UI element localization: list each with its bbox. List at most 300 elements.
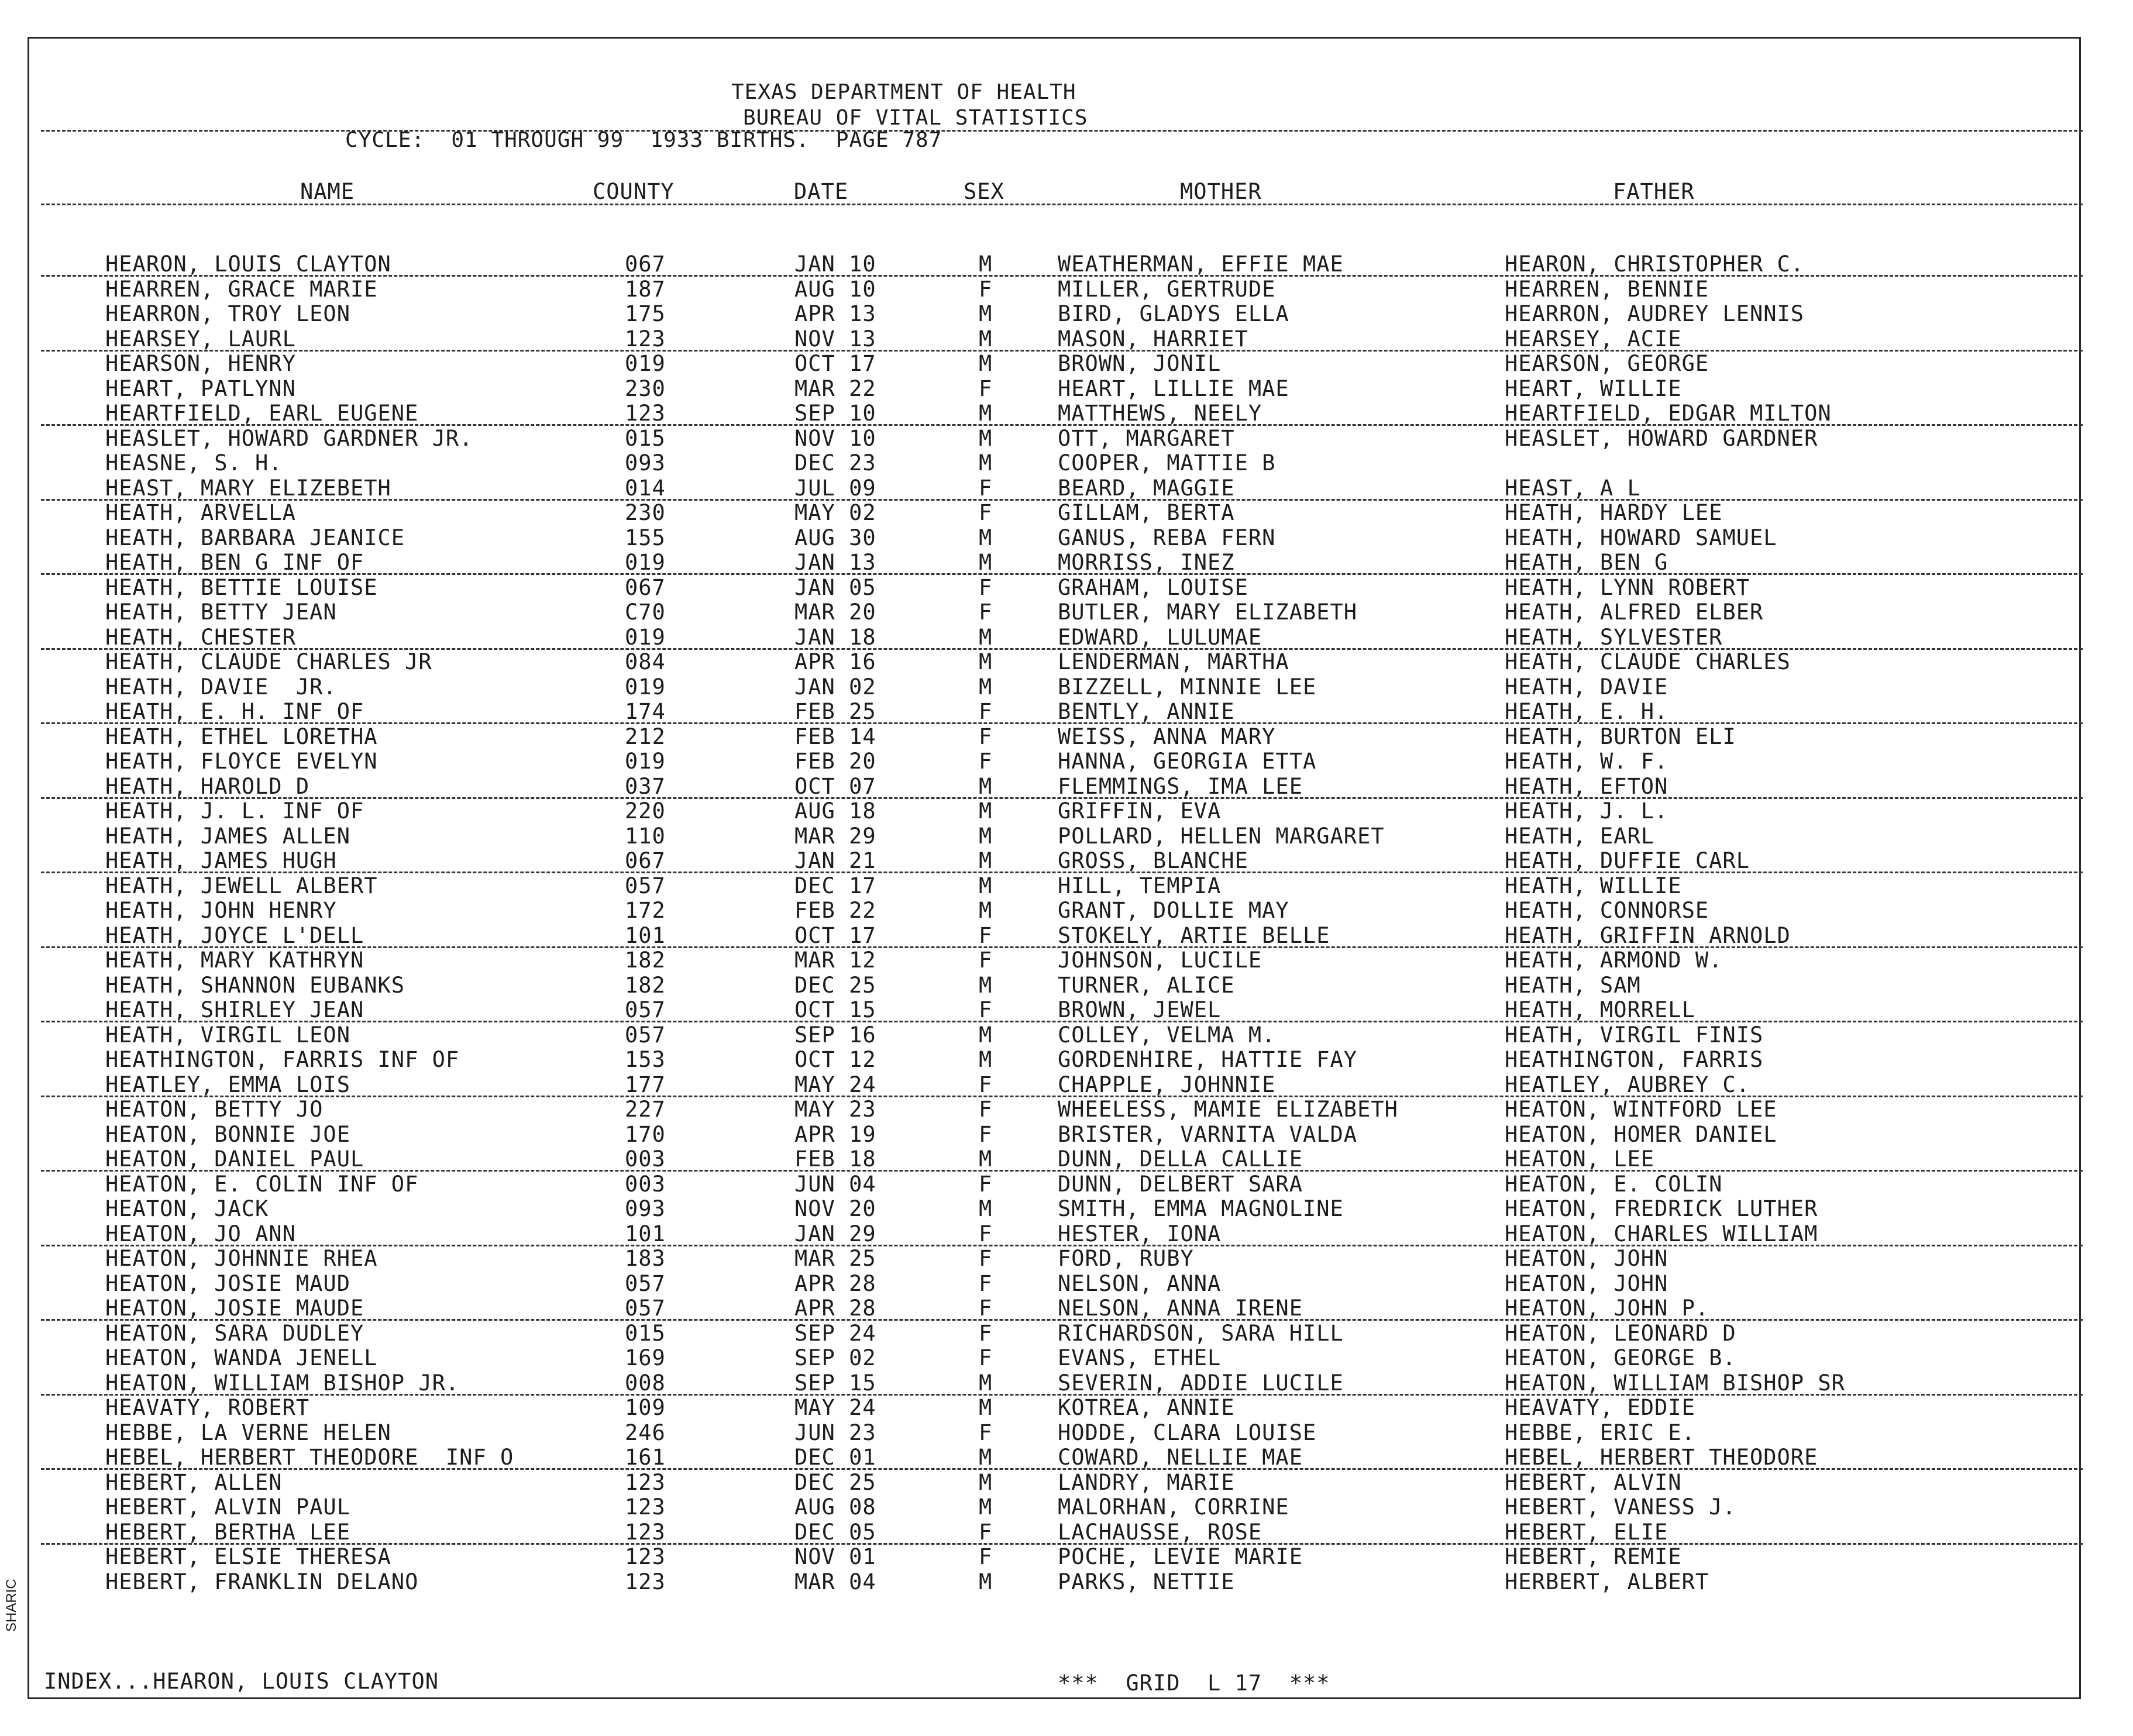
cell-mother: MORRISS, INEZ [1058, 550, 1235, 575]
table-row [0, 700, 2133, 725]
cell-county: 123 [625, 326, 666, 352]
table-row [0, 676, 2133, 700]
table-row [0, 1446, 2133, 1470]
cell-sex: M [979, 1022, 993, 1048]
cell-sex: M [979, 973, 993, 998]
cell-name: HEARRON, TROY LEON [105, 301, 350, 326]
column-header-date: DATE [794, 179, 849, 204]
cell-date: MAR 12 [794, 948, 876, 973]
side-label: SHARIC [4, 1579, 19, 1632]
cell-sex: M [979, 1196, 993, 1221]
cell-county: 182 [625, 948, 666, 973]
cell-father: HEATH, MORRELL [1505, 997, 1695, 1022]
cell-name: HEATH, E. H. INF OF [105, 699, 364, 724]
cell-date: OCT 07 [794, 774, 876, 799]
cell-mother: EDWARD, LULUMAE [1058, 625, 1262, 650]
cell-date: OCT 17 [794, 923, 876, 948]
table-row [0, 352, 2133, 377]
cell-mother: GRAHAM, LOUISE [1058, 575, 1248, 600]
cell-date: JUN 04 [794, 1172, 876, 1197]
column-header-mother: MOTHER [1180, 179, 1262, 204]
cell-date: FEB 18 [794, 1146, 876, 1172]
cell-county: 014 [625, 476, 666, 501]
cell-sex: F [979, 1122, 993, 1147]
cell-name: HEATH, MARY KATHRYN [105, 948, 364, 973]
cell-county: 019 [625, 550, 666, 575]
cell-date: OCT 12 [794, 1047, 876, 1072]
cell-name: HEATH, CHESTER [105, 625, 296, 650]
cell-name: HEATH, FLOYCE EVELYN [105, 749, 378, 774]
cell-sex: F [979, 1246, 993, 1271]
cell-date: MAR 22 [794, 376, 876, 401]
cell-father: HEATH, EARL [1505, 824, 1655, 849]
cell-sex: F [979, 699, 993, 724]
cell-sex: F [979, 997, 993, 1022]
table-row [0, 1073, 2133, 1098]
cell-mother: BEARD, MAGGIE [1058, 476, 1235, 501]
cell-mother: STOKELY, ARTIE BELLE [1058, 923, 1330, 948]
cell-mother: WHEELESS, MAMIE ELIZABETH [1058, 1097, 1398, 1122]
cell-sex: M [979, 649, 993, 674]
cell-father: HERBERT, ALBERT [1505, 1569, 1709, 1594]
cell-mother: GANUS, REBA FERN [1058, 525, 1276, 550]
cell-date: DEC 25 [794, 973, 876, 998]
cell-sex: F [979, 1097, 993, 1122]
cell-county: 123 [625, 1494, 666, 1520]
table-row [0, 452, 2133, 476]
cell-mother: SEVERIN, ADDIE LUCILE [1058, 1370, 1344, 1396]
table-row [0, 1222, 2133, 1247]
cell-father: HEATON, JOHN [1505, 1246, 1668, 1271]
cell-sex: F [979, 476, 993, 501]
cell-date: JUN 23 [794, 1420, 876, 1445]
cell-mother: HESTER, IONA [1058, 1221, 1222, 1246]
cell-county: 003 [625, 1146, 666, 1172]
cell-sex: M [979, 824, 993, 849]
cell-mother: GRANT, DOLLIE MAY [1058, 898, 1289, 923]
cell-sex: F [979, 1520, 993, 1545]
cell-father: HEATH, ARMOND W. [1505, 948, 1723, 973]
cell-county: 101 [625, 923, 666, 948]
cell-date: NOV 10 [794, 426, 876, 451]
cell-sex: M [979, 326, 993, 352]
cell-name: HEBERT, ALLEN [105, 1470, 283, 1495]
cell-mother: MALORHAN, CORRINE [1058, 1494, 1289, 1520]
table-row [0, 1421, 2133, 1446]
cell-sex: F [979, 1296, 993, 1321]
cell-father: HEASLET, HOWARD GARDNER [1505, 426, 1818, 451]
cell-father: HEATON, E. COLIN [1505, 1172, 1723, 1197]
table-row [0, 1048, 2133, 1073]
cell-county: 067 [625, 252, 666, 277]
cell-name: HEARON, LOUIS CLAYTON [105, 252, 391, 277]
cell-name: HEATH, SHIRLEY JEAN [105, 997, 364, 1022]
cell-mother: WEATHERMAN, EFFIE MAE [1058, 252, 1344, 277]
cell-father: HEARON, CHRISTOPHER C. [1505, 252, 1805, 277]
cell-county: 057 [625, 997, 666, 1022]
cell-name: HEATH, BEN G INF OF [105, 550, 364, 575]
cell-name: HEATH, BETTIE LOUISE [105, 575, 378, 600]
cell-name: HEART, PATLYNN [105, 376, 296, 401]
table-row [0, 551, 2133, 576]
cell-name: HEATH, JAMES HUGH [105, 848, 337, 873]
cell-sex: M [979, 252, 993, 277]
cell-date: MAR 04 [794, 1569, 876, 1594]
cell-date: AUG 18 [794, 798, 876, 824]
cell-father: HEATON, HOMER DANIEL [1505, 1122, 1777, 1147]
cell-name: HEBEL, HERBERT THEODORE INF O [105, 1445, 514, 1470]
cell-county: 019 [625, 625, 666, 650]
table-row [0, 1570, 2133, 1595]
cell-father: HEATH, VIRGIL FINIS [1505, 1022, 1764, 1048]
table-row [0, 626, 2133, 650]
table-row [0, 874, 2133, 899]
cell-county: 182 [625, 973, 666, 998]
cell-date: AUG 30 [794, 525, 876, 550]
cell-county: 230 [625, 500, 666, 525]
column-header-county: COUNTY [593, 179, 675, 204]
cell-father: HEATON, JOHN P. [1505, 1296, 1709, 1321]
cell-sex: M [979, 450, 993, 476]
cell-sex: M [979, 625, 993, 650]
cell-date: APR 13 [794, 301, 876, 326]
cell-mother: EVANS, ETHEL [1058, 1345, 1222, 1370]
cell-mother: MILLER, GERTRUDE [1058, 277, 1276, 302]
cell-county: 153 [625, 1047, 666, 1072]
cell-mother: COOPER, MATTIE B [1058, 450, 1276, 476]
cell-date: DEC 17 [794, 873, 876, 898]
cell-mother: OTT, MARGARET [1058, 426, 1235, 451]
cell-father: HEATH, DUFFIE CARL [1505, 848, 1750, 873]
cell-name: HEARREN, GRACE MARIE [105, 277, 378, 302]
cell-father: HEARSON, GEORGE [1505, 351, 1709, 376]
cell-name: HEATON, DANIEL PAUL [105, 1146, 364, 1172]
header-department: TEXAS DEPARTMENT OF HEALTH [731, 80, 1076, 104]
cell-date: APR 28 [794, 1296, 876, 1321]
cell-sex: F [979, 376, 993, 401]
cell-father: HEATH, CONNORSE [1505, 898, 1709, 923]
cell-name: HEATON, WILLIAM BISHOP JR. [105, 1370, 460, 1396]
cell-mother: SMITH, EMMA MAGNOLINE [1058, 1196, 1344, 1221]
cell-father: HEARSEY, ACIE [1505, 326, 1682, 352]
cell-sex: M [979, 1569, 993, 1594]
table-row [0, 725, 2133, 750]
cell-mother: FORD, RUBY [1058, 1246, 1194, 1271]
cell-name: HEAVATY, ROBERT [105, 1395, 310, 1420]
cell-name: HEATON, BONNIE JOE [105, 1122, 350, 1147]
cell-sex: M [979, 898, 993, 923]
cell-sex: F [979, 1420, 993, 1445]
cell-name: HEATH, ETHEL LORETHA [105, 724, 378, 749]
cell-name: HEATH, JOHN HENRY [105, 898, 337, 923]
table-row [0, 501, 2133, 526]
cell-name: HEASLET, HOWARD GARDNER JR. [105, 426, 473, 451]
cell-father: HEATH, BEN G [1505, 550, 1668, 575]
cell-mother: BROWN, JONIL [1058, 351, 1222, 376]
cell-date: MAY 02 [794, 500, 876, 525]
cell-date: APR 16 [794, 649, 876, 674]
cell-name: HEATON, JOSIE MAUDE [105, 1296, 364, 1321]
cell-county: 123 [625, 1470, 666, 1495]
cell-mother: NELSON, ANNA [1058, 1271, 1222, 1296]
cell-mother: WEISS, ANNA MARY [1058, 724, 1276, 749]
cell-date: JAN 29 [794, 1221, 876, 1246]
cell-date: SEP 10 [794, 401, 876, 426]
cell-sex: M [979, 1146, 993, 1172]
table-row [0, 1346, 2133, 1371]
table-row [0, 1272, 2133, 1297]
cell-mother: JOHNSON, LUCILE [1058, 948, 1262, 973]
footer-index: INDEX...HEARON, LOUIS CLAYTON [44, 1669, 439, 1694]
cell-name: HEATON, BETTY JO [105, 1097, 324, 1122]
cell-father: HEART, WILLIE [1505, 376, 1682, 401]
cell-sex: F [979, 948, 993, 973]
cell-father: HEATH, WILLIE [1505, 873, 1682, 898]
cell-sex: M [979, 1370, 993, 1396]
table-row [0, 1098, 2133, 1122]
cell-date: DEC 01 [794, 1445, 876, 1470]
cell-county: 170 [625, 1122, 666, 1147]
cell-father: HEARRON, AUDREY LENNIS [1505, 301, 1805, 326]
cell-sex: M [979, 1445, 993, 1470]
cell-father: HEBERT, VANESS J. [1505, 1494, 1736, 1520]
cell-county: 212 [625, 724, 666, 749]
table-row [0, 998, 2133, 1023]
cell-sex: F [979, 1271, 993, 1296]
cell-mother: TURNER, ALICE [1058, 973, 1235, 998]
cell-name: HEATH, J. L. INF OF [105, 798, 364, 824]
column-header-sex: SEX [964, 179, 1004, 204]
cell-name: HEATH, DAVIE JR. [105, 674, 337, 700]
cell-name: HEATH, JOYCE L'DELL [105, 923, 364, 948]
column-header-father: FATHER [1613, 179, 1695, 204]
cell-date: JUL 09 [794, 476, 876, 501]
cell-name: HEARTFIELD, EARL EUGENE [105, 401, 419, 426]
cell-name: HEATH, CLAUDE CHARLES JR [105, 649, 432, 674]
cell-date: NOV 01 [794, 1544, 876, 1569]
cell-sex: M [979, 1047, 993, 1072]
table-row [0, 800, 2133, 824]
cell-county: 008 [625, 1370, 666, 1396]
cell-sex: F [979, 500, 993, 525]
cell-county: 019 [625, 674, 666, 700]
cell-county: 174 [625, 699, 666, 724]
cell-county: 037 [625, 774, 666, 799]
cell-date: AUG 08 [794, 1494, 876, 1520]
cell-sex: F [979, 1544, 993, 1569]
cell-date: JAN 05 [794, 575, 876, 600]
cell-sex: F [979, 1345, 993, 1370]
table-row [0, 1024, 2133, 1048]
table-row [0, 650, 2133, 675]
cell-mother: HEART, LILLIE MAE [1058, 376, 1289, 401]
cell-father: HEATH, ALFRED ELBER [1505, 600, 1764, 625]
cell-sex: M [979, 1494, 993, 1520]
table-row [0, 427, 2133, 452]
cell-name: HEBERT, ELSIE THERESA [105, 1544, 391, 1569]
cell-mother: KOTREA, ANNIE [1058, 1395, 1235, 1420]
cell-father: HEBERT, REMIE [1505, 1544, 1682, 1569]
cell-name: HEATH, JAMES ALLEN [105, 824, 350, 849]
cell-sex: M [979, 426, 993, 451]
cell-date: JAN 10 [794, 252, 876, 277]
cell-mother: PARKS, NETTIE [1058, 1569, 1235, 1594]
cell-name: HEATHINGTON, FARRIS INF OF [105, 1047, 460, 1072]
cell-date: FEB 20 [794, 749, 876, 774]
cell-mother: BIZZELL, MINNIE LEE [1058, 674, 1317, 700]
cell-date: JAN 02 [794, 674, 876, 700]
cell-father: HEATH, HARDY LEE [1505, 500, 1723, 525]
table-row [0, 924, 2133, 949]
cell-county: 067 [625, 575, 666, 600]
cell-mother: RICHARDSON, SARA HILL [1058, 1321, 1344, 1346]
cell-name: HEATLEY, EMMA LOIS [105, 1072, 350, 1097]
cell-father: HEATHINGTON, FARRIS [1505, 1047, 1764, 1072]
cell-father: HEBERT, ALVIN [1505, 1470, 1682, 1495]
table-row [0, 328, 2133, 352]
cell-county: 123 [625, 401, 666, 426]
cell-name: HEARSEY, LAURL [105, 326, 296, 352]
cell-sex: F [979, 600, 993, 625]
cell-date: FEB 25 [794, 699, 876, 724]
cell-father: HEATH, CLAUDE CHARLES [1505, 649, 1791, 674]
cell-county: 057 [625, 1271, 666, 1296]
table-row [0, 1322, 2133, 1346]
cell-mother: GORDENHIRE, HATTIE FAY [1058, 1047, 1358, 1072]
cell-mother: BUTLER, MARY ELIZABETH [1058, 600, 1358, 625]
cell-mother: GILLAM, BERTA [1058, 500, 1235, 525]
cell-father: HEATON, FREDRICK LUTHER [1505, 1196, 1818, 1221]
cell-name: HEATON, WANDA JENELL [105, 1345, 378, 1370]
cell-date: MAR 29 [794, 824, 876, 849]
cell-date: NOV 13 [794, 326, 876, 352]
cell-county: C70 [625, 600, 666, 625]
cell-county: 003 [625, 1172, 666, 1197]
cell-date: NOV 20 [794, 1196, 876, 1221]
table-row [0, 253, 2133, 277]
cell-date: MAY 24 [794, 1395, 876, 1420]
cell-name: HEAST, MARY ELIZEBETH [105, 476, 391, 501]
cell-father: HEATON, GEORGE B. [1505, 1345, 1736, 1370]
cell-county: 015 [625, 1321, 666, 1346]
cell-sex: M [979, 1470, 993, 1495]
cell-mother: LENDERMAN, MARTHA [1058, 649, 1289, 674]
cell-date: AUG 10 [794, 277, 876, 302]
cell-father: HEAST, A L [1505, 476, 1641, 501]
cell-sex: F [979, 1172, 993, 1197]
cell-sex: M [979, 525, 993, 550]
cell-county: 161 [625, 1445, 666, 1470]
cell-county: 123 [625, 1569, 666, 1594]
cell-father: HEBBE, ERIC E. [1505, 1420, 1695, 1445]
table-row [0, 278, 2133, 302]
cell-date: APR 28 [794, 1271, 876, 1296]
cell-county: 057 [625, 873, 666, 898]
cell-father: HEATH, LYNN ROBERT [1505, 575, 1750, 600]
cell-sex: F [979, 1221, 993, 1246]
table-row [0, 601, 2133, 625]
cell-date: JAN 21 [794, 848, 876, 873]
cell-date: APR 19 [794, 1122, 876, 1147]
cell-county: 101 [625, 1221, 666, 1246]
cell-mother: COLLEY, VELMA M. [1058, 1022, 1276, 1048]
table-row [0, 1545, 2133, 1570]
cell-mother: LACHAUSSE, ROSE [1058, 1520, 1262, 1545]
cell-county: 093 [625, 1196, 666, 1221]
cell-mother: MASON, HARRIET [1058, 326, 1248, 352]
cell-name: HEATH, BARBARA JEANICE [105, 525, 405, 550]
cell-county: 187 [625, 277, 666, 302]
cell-date: SEP 15 [794, 1370, 876, 1396]
cell-mother: HILL, TEMPIA [1058, 873, 1222, 898]
cell-name: HEBERT, BERTHA LEE [105, 1520, 350, 1545]
cell-father: HEATON, WINTFORD LEE [1505, 1097, 1777, 1122]
cell-date: SEP 24 [794, 1321, 876, 1346]
cell-date: DEC 23 [794, 450, 876, 476]
cell-name: HEARSON, HENRY [105, 351, 296, 376]
cell-date: DEC 25 [794, 1470, 876, 1495]
cell-sex: F [979, 724, 993, 749]
cell-sex: M [979, 351, 993, 376]
cell-sex: M [979, 1395, 993, 1420]
cell-county: 183 [625, 1246, 666, 1271]
table-row [0, 849, 2133, 874]
cell-county: 230 [625, 376, 666, 401]
cell-date: OCT 17 [794, 351, 876, 376]
cell-father: HEATH, BURTON ELI [1505, 724, 1736, 749]
cell-name: HEASNE, S. H. [105, 450, 283, 476]
table-row [0, 1297, 2133, 1321]
table-row [0, 949, 2133, 973]
cell-name: HEBBE, LA VERNE HELEN [105, 1420, 391, 1445]
cell-mother: LANDRY, MARIE [1058, 1470, 1235, 1495]
cell-mother: HODDE, CLARA LOUISE [1058, 1420, 1317, 1445]
cell-father: HEATH, EFTON [1505, 774, 1668, 799]
cell-county: 220 [625, 798, 666, 824]
cell-county: 123 [625, 1520, 666, 1545]
cell-county: 093 [625, 450, 666, 476]
cell-date: OCT 15 [794, 997, 876, 1022]
cell-date: FEB 22 [794, 898, 876, 923]
footer-grid: *** GRID L 17 *** [1058, 1670, 1330, 1696]
table-row [0, 1148, 2133, 1172]
cell-sex: F [979, 749, 993, 774]
table-row [0, 377, 2133, 402]
cell-father: HEARTFIELD, EDGAR MILTON [1505, 401, 1832, 426]
cell-date: MAR 25 [794, 1246, 876, 1271]
cell-county: 057 [625, 1022, 666, 1048]
cell-mother: NELSON, ANNA IRENE [1058, 1296, 1303, 1321]
table-row [0, 1521, 2133, 1545]
cell-name: HEATH, JEWELL ALBERT [105, 873, 378, 898]
table-row [0, 825, 2133, 849]
cell-name: HEATH, ARVELLA [105, 500, 296, 525]
cell-name: HEATON, JACK [105, 1196, 269, 1221]
cell-father: HEBERT, ELIE [1505, 1520, 1668, 1545]
cell-date: SEP 02 [794, 1345, 876, 1370]
cell-name: HEBERT, ALVIN PAUL [105, 1494, 350, 1520]
cell-county: 019 [625, 749, 666, 774]
cell-county: 175 [625, 301, 666, 326]
cell-father: HEATON, LEONARD D [1505, 1321, 1736, 1346]
cell-mother: FLEMMINGS, IMA LEE [1058, 774, 1303, 799]
cell-father: HEATH, E. H. [1505, 699, 1668, 724]
cell-name: HEATON, JOSIE MAUD [105, 1271, 350, 1296]
cell-county: 227 [625, 1097, 666, 1122]
cell-mother: DUNN, DELBERT SARA [1058, 1172, 1303, 1197]
cell-county: 109 [625, 1395, 666, 1420]
table-row [0, 1173, 2133, 1197]
